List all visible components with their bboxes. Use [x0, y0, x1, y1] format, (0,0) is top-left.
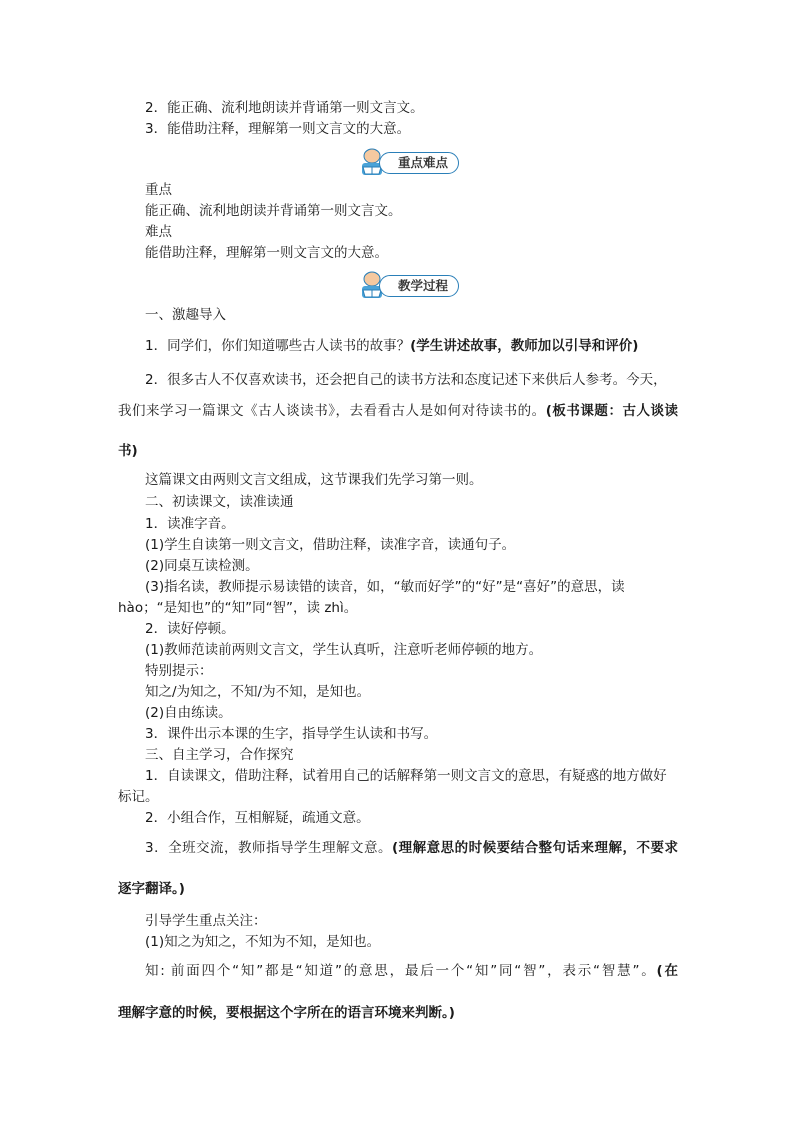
key-text: 能正确、流利地朗读并背诵第一则文言文。	[145, 203, 402, 219]
zhi-explanation-note: (在	[656, 963, 678, 979]
section2-step1c-line1: (3)指名读，教师提示易读错的读音，如，“敏而好学”的“好”是“喜好”的意思，读	[145, 579, 625, 595]
focus-label: 引导学生重点关注：	[145, 913, 267, 929]
section1-p1-text: 1．同学们，你们知道哪些古人读书的故事？	[145, 338, 411, 354]
section2-step2b: (2)自由练读。	[145, 705, 232, 721]
section2-step1c-line2: hào；“是知也”的“知”同“智”，读 zhì。	[118, 600, 358, 616]
section2-step2a: (1)教师范读前两则文言文，学生认真听，注意听老师停顿的地方。	[145, 642, 543, 658]
difficulty-text: 能借助注释，理解第一则文言文的大意。	[145, 245, 388, 261]
key-points-label: 重点难点	[379, 152, 459, 174]
zhi-explanation-note2: 理解字意的时候，要根据这个字所在的语言环境来判断。)	[118, 1005, 455, 1021]
objective-item-3: 3．能借助注释，理解第一则文言文的大意。	[145, 121, 411, 137]
section1-p1-note: (学生讲述故事，教师加以引导和评价)	[410, 338, 639, 354]
section3-step1-line2: 标记。	[118, 789, 159, 805]
section3-step2: 2．小组合作，互相解疑，疏通文意。	[145, 810, 370, 826]
section2-title: 二、初读课文，读准读通	[145, 494, 294, 510]
section2-step3: 3．课件出示本课的生字，指导学生认读和书写。	[145, 726, 438, 742]
focus-item-1: (1)知之为知之，不知为不知，是知也。	[145, 934, 381, 950]
section2-step1a: (1)学生自读第一则文言文，借助注释，读准字音，读通句子。	[145, 537, 516, 553]
section1-p2-line2	[118, 401, 678, 421]
section2-step2: 2．读好停顿。	[145, 621, 235, 637]
zhi-explanation-text: 知: 前面四个“知”都是“知道”的意思，最后一个“知”同“智”，表示“智慧”。	[145, 963, 657, 979]
section3-step3	[145, 838, 678, 858]
section3-step3-note2: 逐字翻译。)	[118, 881, 185, 897]
section1-p1	[145, 336, 638, 356]
section3-step3-note: (理解意思的时候要结合整句话来理解，不要求	[391, 840, 678, 856]
difficulty-heading: 难点	[145, 224, 172, 240]
section3-step1-line1: 1．自读课文，借助注释，试着用自己的话解释第一则文言文的意思，有疑惑的地方做好	[145, 768, 667, 784]
tip-label: 特别提示：	[145, 663, 213, 679]
section3-title: 三、自主学习，合作探究	[145, 747, 294, 763]
tip-text: 知之/为知之，不知/为不知，是知也。	[145, 684, 371, 700]
key-heading: 重点	[145, 182, 172, 198]
section1-p2-line2-text: 我们来学习一篇课文《古人谈读书》，去看看古人是如何对待读书的。	[118, 403, 546, 419]
section2-step1b: (2)同桌互读检测。	[145, 558, 259, 574]
section1-p3: 这篇课文由两则文言文组成，这节课我们先学习第一则。	[145, 472, 483, 488]
objective-item-2: 2．能正确、流利地朗读并背诵第一则文言文。	[145, 100, 424, 116]
section1-p2-line1: 2．很多古人不仅喜欢读书，还会把自己的读书方法和态度记述下来供后人参考。今天，	[145, 372, 667, 388]
section1-title: 一、激趣导入	[145, 307, 226, 323]
section1-p2-line2-note: (板书课题：古人谈读	[545, 403, 679, 419]
process-label: 教学过程	[379, 275, 459, 297]
section1-p2-line3: 书)	[118, 443, 138, 459]
process-banner	[357, 270, 461, 300]
section2-step1: 1．读准字音。	[145, 516, 235, 532]
zhi-explanation	[145, 961, 678, 981]
key-points-banner	[357, 147, 461, 177]
section3-step3-text: 3．全班交流，教师指导学生理解文意。	[145, 840, 392, 856]
